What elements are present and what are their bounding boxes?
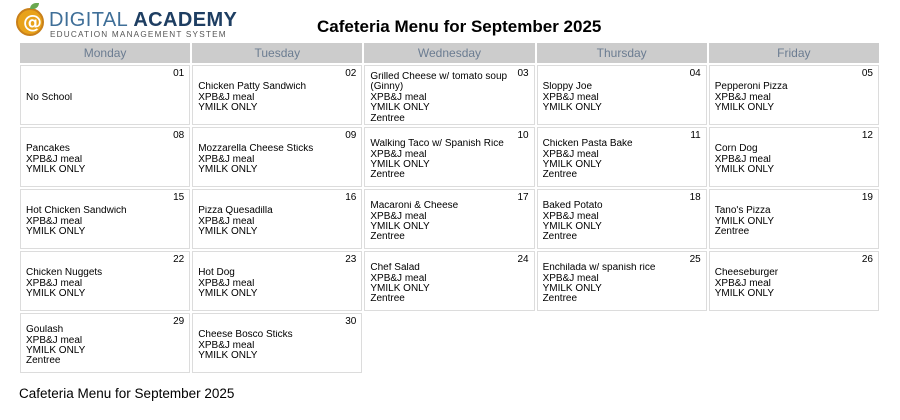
menu-items [26,128,184,186]
menu-item: XPB&J meal [714,92,771,103]
menu-item: Cheeseburger [714,268,779,279]
menu-item: Zentree [370,232,405,243]
menu-item: Hot Dog [198,268,235,279]
empty-day-cell [537,313,707,373]
day-number: 08 [173,130,185,141]
day-cell [192,251,362,311]
menu-item: Macaroni & Cheese [370,201,459,212]
menu-items [26,190,184,248]
menu-item: YMILK ONLY [198,351,258,362]
menu-item: XPB&J meal [26,278,83,289]
digital-academy-logo[interactable] [16,6,238,40]
menu-item: Zentree [370,113,405,124]
day-cell [709,127,879,187]
page-header [0,0,900,42]
menu-item: Zentree [370,294,405,305]
menu-item: YMILK ONLY [370,103,430,114]
menu-item: Corn Dog [714,144,758,155]
menu-item: YMILK ONLY [26,346,86,356]
weekday-header-thursday: Thursday [537,43,707,63]
day-cell [20,65,190,125]
day-number: 29 [173,316,185,327]
day-number: 19 [861,192,873,203]
menu-item: YMILK ONLY [542,103,602,114]
menu-item: XPB&J meal [26,154,83,165]
menu-items [26,252,184,310]
menu-item: XPB&J meal [370,273,427,284]
menu-item: YMILK ONLY [26,227,86,238]
menu-item: Pizza Quesadilla [198,206,273,217]
menu-item: YMILK ONLY [198,165,258,176]
menu-item: YMILK ONLY [26,165,86,176]
day-cell [192,313,362,373]
day-cell [709,65,879,125]
menu-item: YMILK ONLY [714,289,775,300]
menu-item: No School [26,92,73,103]
day-number: 10 [517,130,529,141]
menu-item: YMILK ONLY [370,160,430,170]
day-cell [709,251,879,311]
day-cell [364,251,534,311]
menu-item: YMILK ONLY [198,227,258,238]
menu-item: Goulash [26,325,64,336]
day-number: 23 [345,254,357,265]
menu-items [198,190,356,248]
menu-item: YMILK ONLY [542,284,602,294]
footer-title: Cafeteria Menu for September 2025 [19,386,235,401]
day-number: 04 [689,68,701,79]
weekday-header-wednesday: Wednesday [364,43,534,63]
menu-item: XPB&J meal [714,278,771,289]
menu-items [26,314,184,372]
menu-item: XPB&J meal [542,273,599,284]
day-number: 24 [517,254,529,265]
day-cell [537,65,707,125]
menu-items [715,252,873,310]
logo-title-part2: ACADEMY [133,9,238,31]
menu-item: YMILK ONLY [714,103,775,114]
menu-item: YMILK ONLY [198,289,258,300]
menu-item: XPB&J meal [198,92,255,103]
menu-item: XPB&J meal [198,278,255,289]
weekday-header-tuesday: Tuesday [192,43,362,63]
menu-item: Baked Potato [542,201,603,212]
menu-item: Zentree [542,232,578,243]
menu-items [198,128,356,186]
menu-items [543,190,701,248]
menu-item: YMILK ONLY [714,165,775,176]
menu-item: XPB&J meal [370,211,427,222]
day-number: 05 [861,68,873,79]
day-number: 26 [861,254,873,265]
menu-items [715,190,873,248]
logo-subtitle: EDUCATION MANAGEMENT SYSTEM [50,30,227,39]
day-cell [20,251,190,311]
menu-item: Tano's Pizza [714,206,771,217]
menu-items [715,128,873,186]
day-number: 16 [345,192,357,203]
weekday-header-monday: Monday [20,43,190,63]
menu-item: (Ginny) [370,82,404,93]
menu-item: YMILK ONLY [714,216,775,227]
menu-item: Zentree [370,170,405,181]
weekday-header-row [20,43,881,63]
day-cell [537,251,707,311]
day-cell [192,189,362,249]
day-cell [364,65,534,125]
day-number: 22 [173,254,185,265]
menu-item: YMILK ONLY [542,222,602,232]
menu-items [198,66,356,124]
menu-items [370,252,528,310]
day-cell [20,189,190,249]
menu-item: Chicken Nuggets [26,268,103,279]
day-number: 17 [517,192,529,203]
menu-item: YMILK ONLY [26,289,86,300]
menu-item: YMILK ONLY [542,160,602,170]
menu-item: Sloppy Joe [542,82,593,93]
day-number: 12 [861,130,873,141]
day-cell [20,313,190,373]
menu-item: Hot Chicken Sandwich [26,206,127,217]
apple-at-icon [16,8,44,36]
day-cell [709,189,879,249]
menu-item: XPB&J meal [26,216,83,227]
menu-item: XPB&J meal [542,149,599,160]
day-cell [364,127,534,187]
day-number: 03 [517,68,529,79]
logo-title [49,9,237,32]
weekday-header-friday: Friday [709,43,879,63]
day-cell [364,189,534,249]
menu-items [26,66,184,124]
menu-item: XPB&J meal [198,216,255,227]
day-number: 09 [345,130,357,141]
menu-item: Zentree [542,170,578,181]
menu-item: Cheese Bosco Sticks [198,330,293,341]
menu-item: XPB&J meal [198,154,255,165]
menu-item: Chicken Patty Sandwich [198,82,307,93]
empty-day-cell [364,313,534,373]
menu-item: YMILK ONLY [370,222,430,232]
day-number: 18 [689,192,701,203]
day-number: 11 [690,130,701,141]
logo-title-part1: DIGITAL [49,9,128,31]
day-cell [537,189,707,249]
menu-items [543,128,701,186]
menu-item: XPB&J meal [370,92,427,103]
day-number: 25 [689,254,701,265]
day-number: 30 [345,316,357,327]
menu-item: YMILK ONLY [370,284,430,294]
menu-item: XPB&J meal [370,149,427,160]
page-title: Cafeteria Menu for September 2025 [317,17,602,36]
menu-item: Zentree [714,227,750,238]
day-cell [20,127,190,187]
menu-items [370,128,528,186]
day-number: 02 [345,68,357,79]
menu-item: Zentree [542,294,578,305]
menu-item: XPB&J meal [542,211,599,222]
menu-item: Pepperoni Pizza [714,82,788,93]
menu-item: Walking Taco w/ Spanish Rice [370,139,504,150]
menu-item: XPB&J meal [198,340,255,351]
menu-items [198,314,356,372]
menu-item: XPB&J meal [26,335,83,346]
day-cell [192,127,362,187]
day-number: 01 [173,68,185,79]
empty-day-cell [709,313,879,373]
menu-item: Pancakes [26,144,70,155]
menu-items [543,252,701,310]
leaf-icon [30,3,39,9]
menu-calendar [20,43,881,374]
menu-item: Chicken Pasta Bake [542,139,633,150]
menu-item: Zentree [26,356,61,367]
menu-item: Enchilada w/ spanish rice [542,263,656,274]
menu-items [198,252,356,310]
menu-item: Grilled Cheese w/ tomato soup [370,71,508,82]
day-number: 15 [173,192,185,203]
menu-item: YMILK ONLY [198,103,258,114]
menu-item: Mozzarella Cheese Sticks [198,144,314,155]
menu-items [715,66,873,124]
menu-items [370,66,528,124]
day-cell [192,65,362,125]
menu-items [543,66,701,124]
menu-item: XPB&J meal [542,92,599,103]
menu-item: Chef Salad [370,263,420,274]
calendar-grid [20,64,881,374]
menu-item: XPB&J meal [714,154,771,165]
menu-items [370,190,528,248]
day-cell [537,127,707,187]
